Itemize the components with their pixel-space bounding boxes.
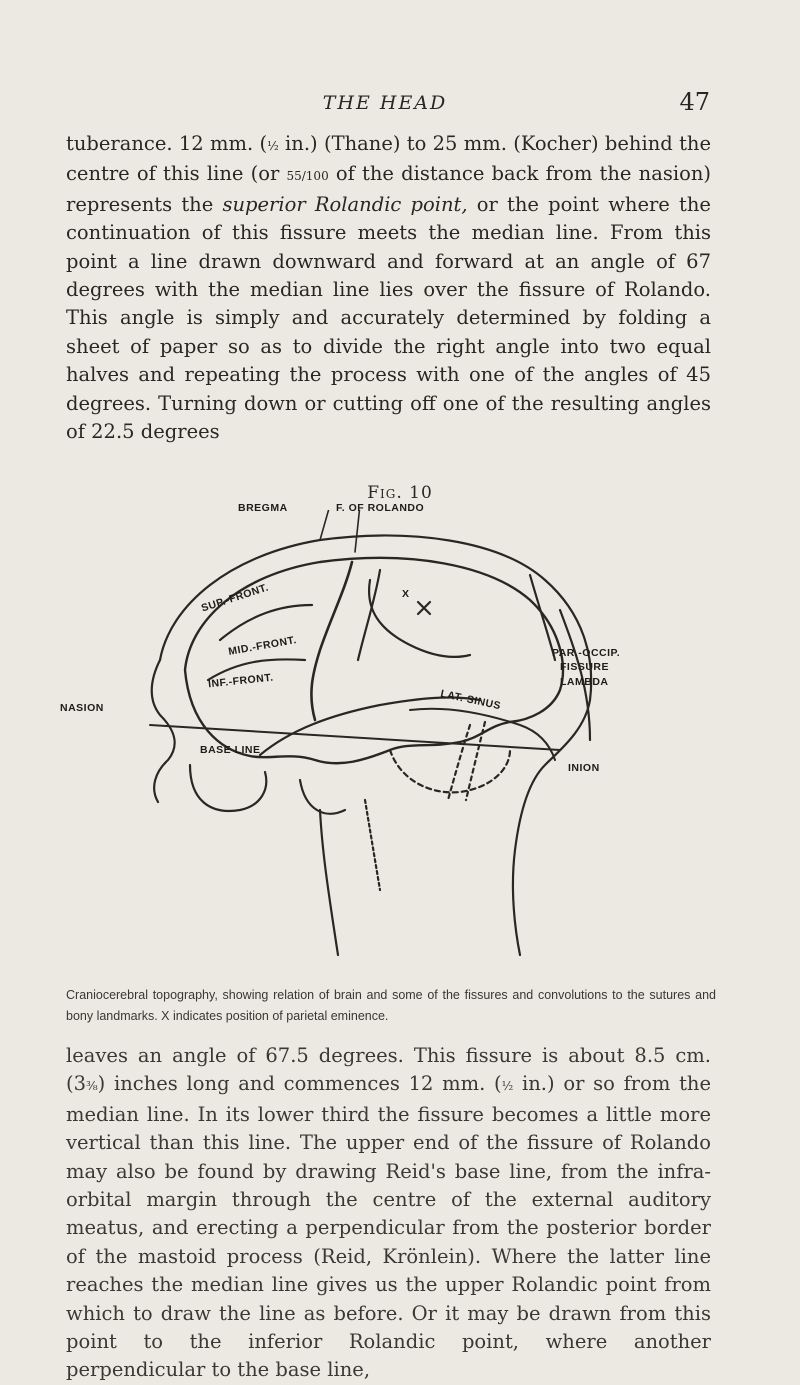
text-run: in.) or so from the median line. In its lower third the fissure becomes a little more vertical than this line. The upper end of the fissure of Rolando may also be found by drawing Reid's base line, from the infra-orbital margin through the centre of the external auditory meatus, and erecting a perpendicular from the posterior border of the mastoid process (Reid, Krönlein). Where the latter line reaches the median line gives us the upper Rolandic point from which to draw the line as before. Or it may be drawn from this point to the inferior Rolandic point, where another perpendicular to the base line,	[66, 1072, 711, 1382]
label-sup-front: SUP.-FRONT.	[199, 581, 271, 615]
paragraph-bottom	[66, 1042, 711, 1385]
text-run: leaves an angle of 67.5 degrees. This fissure is about 8.5 cm. (3	[66, 1044, 711, 1096]
sylvian-fissure	[260, 698, 480, 755]
skull-brain-diagram	[90, 510, 730, 960]
mastoid	[300, 780, 345, 814]
face-profile	[152, 660, 175, 802]
jaw-and-ear	[190, 765, 266, 811]
bregma-line	[320, 510, 330, 540]
running-head	[60, 88, 710, 122]
craniocerebral-figure	[60, 502, 730, 960]
emphasis-superior-rolandic-point: superior Rolandic point,	[222, 192, 468, 216]
figure-caption: Craniocerebral topography, showing relation of brain and some of the fissures and convolutions to the sutures and bony landmarks. X indicates position of parietal eminence.	[66, 988, 716, 1023]
label-inion: INION	[568, 762, 600, 774]
label-inf-front: INF.-FRONT.	[207, 671, 275, 691]
text-run: in.) (Thane) to 25 mm. (Kocher) behind the centre of this line (or	[66, 132, 712, 186]
label-base-line: BASE LINE	[200, 744, 261, 756]
label-nasion: NASION	[60, 702, 104, 714]
label-bregma: BREGMA	[238, 502, 288, 514]
running-head-title: THE HEAD	[322, 92, 448, 114]
label-mid-front: MID.-FRONT.	[227, 634, 298, 658]
label-par-occip: PAR.-OCCIP.	[552, 647, 621, 659]
fraction: ⅜	[86, 1079, 98, 1094]
figure-label: Fig. 10	[367, 483, 433, 503]
paragraph-top	[66, 130, 711, 446]
label-x-mark: X	[402, 588, 410, 600]
cerebellum	[390, 750, 510, 792]
label-f-of-rolando: F. OF ROLANDO	[336, 502, 425, 514]
text-run: ) inches long and commences 12 mm. (	[97, 1072, 502, 1096]
fissure-of-rolando	[311, 562, 352, 720]
fraction: ½	[267, 139, 279, 153]
lambdoid-suture	[560, 610, 590, 740]
label-lat-sinus: LAT. SINUS	[439, 687, 502, 713]
superior-frontal-sulcus	[220, 605, 312, 640]
intraparietal-sulcus	[369, 580, 470, 657]
page-number: 47	[679, 88, 710, 116]
label-lambda: LAMBDA	[560, 676, 609, 688]
label-fissure: FISSURE	[560, 661, 610, 673]
spine-lines	[365, 800, 380, 890]
text-run: or the point where the continuation of this fissure meets the median line. From this point a line drawn downward and forward at an angle of 67 degrees with the median line lies over the fissure of Rolando. This angle is simply and accurately determined by folding a sheet of paper so as to divide the right angle into two equal halves and repeating the process with one of the angles of 45 degrees. Turning down or cutting off one of the resulting angles of 22.5 degrees	[66, 192, 711, 444]
fraction: 55/100	[286, 169, 329, 184]
text-run: tuberance. 12 mm. (	[66, 132, 268, 155]
fraction: ½	[501, 1079, 514, 1094]
parietal-eminence-x	[418, 602, 430, 614]
text-run: of the distance back from the nasion) represents the	[66, 162, 711, 216]
neck-front	[320, 810, 338, 955]
rolando-line	[355, 510, 360, 552]
